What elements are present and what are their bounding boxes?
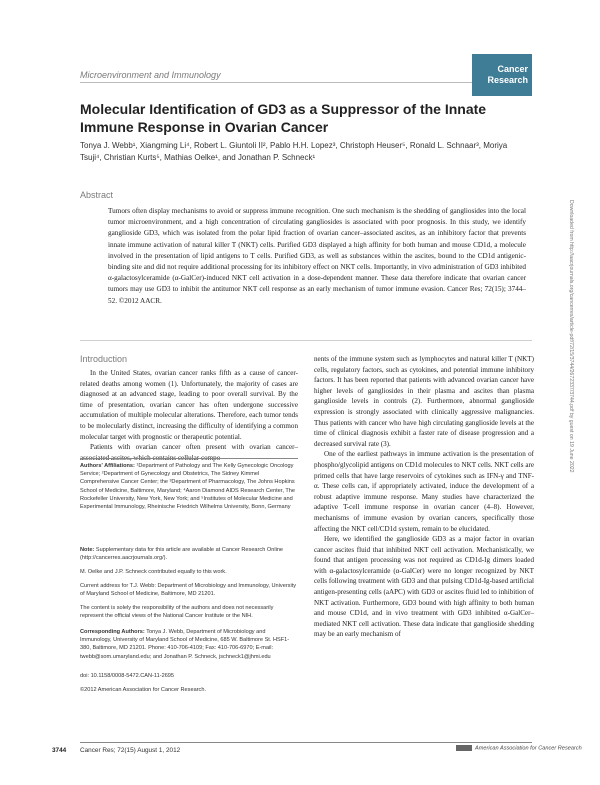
journal-badge-line2: Research	[487, 75, 528, 85]
corresponding-text: Tonya J. Webb, Department of Microbiology and Immunology, University of Maryland School of Medicine, 685 W. Baltimore St. HSF1-380, Baltimore, MD 21201. Phone: 410-706-4109; Fax: 410-706-6970; E-mail: twebb@som.umaryland.edu; and Jonathan P. Schneck, jschneck1@jhmi.edu	[80, 629, 290, 660]
publisher-mark	[456, 745, 582, 751]
affiliations-text: ¹Department of Pathology and The Kelly Gynecologic Oncology Service; ²Department of Gynecology and Obstetrics, The Sidney Kimmel Comprehensive Cancer Center; the ³Department of Pharmacology, The Johns Hopkins School of Medicine, Baltimore, Maryland; ⁴Aaron Diamond AIDS Research Center, The Rockefeller University, New York, New York; and ⁵Institutes of Molecular Medicine and Experimental Immunology, Rheinische Friedrich Wilhelms University, Bonn, Germany	[80, 463, 295, 511]
affiliations-note	[80, 462, 298, 511]
affiliations-label: Authors' Affiliations:	[80, 463, 135, 469]
author-list: Tonya J. Webb¹, Xiangming Li⁴, Robert L. Giuntoli II², Pablo H.H. Lopez³, Christoph Heuser⁵, Ronald L. Schnaar³, Moriya Tsuji⁴, Christian Kurts⁵, Mathias Oelke¹, and Jonathan P. Schneck¹	[80, 141, 508, 162]
corresponding-note	[80, 628, 298, 661]
intro-paragraph: nents of the immune system such as lymphocytes and natural killer T (NKT) cells, regulatory factors, such as cytokines, and potential immune inhibitory factors. It has been reported that patients with advanced ovarian cancer have higher levels of gangliosides in their plasma and ascites than plasma ganglioside levels in controls (2). Furthermore, abnormal ganglioside expression is strongly associated with clinically aggressive malignancies. Thus patients with cancer who have high circulating ganglioside levels at the time of clinical diagnosis exhibit a faster rate of disease progression and a decreased survival rate (3).	[314, 355, 534, 448]
supplementary-note	[80, 546, 298, 562]
corresponding-label: Corresponding Authors:	[80, 629, 145, 635]
page-number: 3744	[52, 747, 67, 754]
journal-badge-line1: Cancer	[497, 64, 528, 74]
intro-paragraph: In the United States, ovarian cancer ranks fifth as a cause of cancer-related deaths among women (1). Unfortunately, the majority of cases are diagnosed at an advanced stage, leading to poor overall survival. By the time of presentation, ovarian cancer has often undergone successive accumulation of multiple molecular alterations. Therefore, each tumor tends to be molecularly distinct, increasing the difficulty of identifying a common molecular target with prognostic or therapeutic potential.	[80, 369, 298, 441]
footnote-divider	[80, 458, 298, 459]
abstract-divider	[80, 340, 532, 341]
copyright-note: ©2012 American Association for Cancer Research.	[80, 687, 207, 693]
section-label: Microenvironment and Immunology	[80, 70, 221, 80]
doi-note: doi: 10.1158/0008-5472.CAN-11-2695	[80, 673, 175, 679]
intro-paragraph: One of the earliest pathways in immune activation is the presentation of phospho/glycolipid antigens on CD1d molecules to NKT cells. NKT cells are primed cells that have large reservoirs of cytokines such as IFN-γ and TNF-α. These cells can, if appropriately activated, induce the development of a robust adaptive immune response. Many studies have characterized the adaptive T-cell immune response in ovarian cancer (4–8). However, mechanisms of immune evasion by ovarian cancers, specifically those affecting the NKT cell/CD1d system, remain to be elucidated.	[314, 450, 534, 533]
aacr-logo-icon	[456, 745, 472, 751]
introduction-heading: Introduction	[80, 354, 128, 364]
current-address-note: Current address for T.J. Webb: Department of Microbiology and Immunology, University of Maryland School of Medicine, Baltimore, MD 21201.	[80, 583, 297, 598]
journal-badge	[472, 54, 532, 96]
download-note: Downloaded from http://aacrjournals.org/cancerres/article-pdf/72/15/3744/2672337/3744.pdf by guest on 19 June 2022	[568, 200, 574, 473]
intro-paragraph: Here, we identified the ganglioside GD3 as a major factor in ovarian cancer ascites fluid that inhibited NKT cell activation. Mechanistically, we found that antigen processing was not required as CD1d-Ig dimers loaded with α-galactosylceramide (α-GalCer) were no longer recognized by NKT cells following treatment with GD3 and that pulsing CD1d-Ig-based artificial antigen-presenting cells (aAPC) with GD3 or ascites fluid led to inhibition of NKT activation. Furthermore, GD3 bound with high affinity to both human and mouse CD1d, and in vivo treatment with GD3 inhibited α-GalCer–mediated NKT cell activation. These data indicate that ganglioside shedding may be an early mechanism of	[314, 535, 534, 639]
intro-paragraph: Patients with ovarian cancer often present with ovarian cancer–	[90, 443, 298, 452]
abstract-text: Tumors often display mechanisms to avoid or suppress immune recognition. One such mechanism is the shedding of gangliosides into the local tumor microenvironment, and a high concentration of circulating gangliosides is associated with poor prognosis. In this study, we identify ganglioside GD3, which was isolated from the polar lipid fraction of ovarian cancer–associated ascites, as an inhibitory factor that prevents innate immune activation of natural killer T (NKT) cells. Purified GD3 displayed a high affinity for both human and mouse CD1d, a molecule involved in the presentation of lipid antigens to T cells. Purified GD3, as well as substances within the ascites, bound to the CD1d antigenic-binding site and did not require additional processing for its inhibitory effect on NKT cells. Importantly, in vivo administration of GD3 inhibited α-galactosylceramide (α-GalCer)-induced NKT cell activation in a dose-dependent manner. These data therefore indicate that ovarian cancer tumors may use GD3 to inhibit the antitumor NKT cell response as an early mechanism of tumor immune evasion. Cancer Res; 72(15); 3744–52. ©2012 AACR.	[108, 207, 526, 305]
article-title: Molecular Identification of GD3 as a Suppressor of the Innate Immune Response in Ovarian Cancer	[80, 101, 487, 135]
equal-contribution-note: M. Oelke and J.P. Schneck contributed equally to this work.	[80, 569, 227, 575]
abstract-heading: Abstract	[80, 190, 114, 200]
intro-column-right	[314, 354, 534, 640]
footer-divider	[80, 742, 532, 743]
publisher-name: American Association for Cancer Research	[475, 745, 582, 752]
intro-column-left	[80, 368, 298, 463]
note-text: Supplementary data for this article are available at Cancer Research Online (http://cancerres.aacrjournals.org/).	[80, 547, 284, 562]
header-divider	[80, 82, 520, 83]
note-label: Note:	[80, 547, 95, 553]
journal-reference: Cancer Res; 72(15) August 1, 2012	[80, 747, 181, 754]
disclaimer-note: The content is solely the responsibility of the authors and does not necessarily represent the official views of the National Cancer Institute or the NIH.	[80, 605, 274, 620]
